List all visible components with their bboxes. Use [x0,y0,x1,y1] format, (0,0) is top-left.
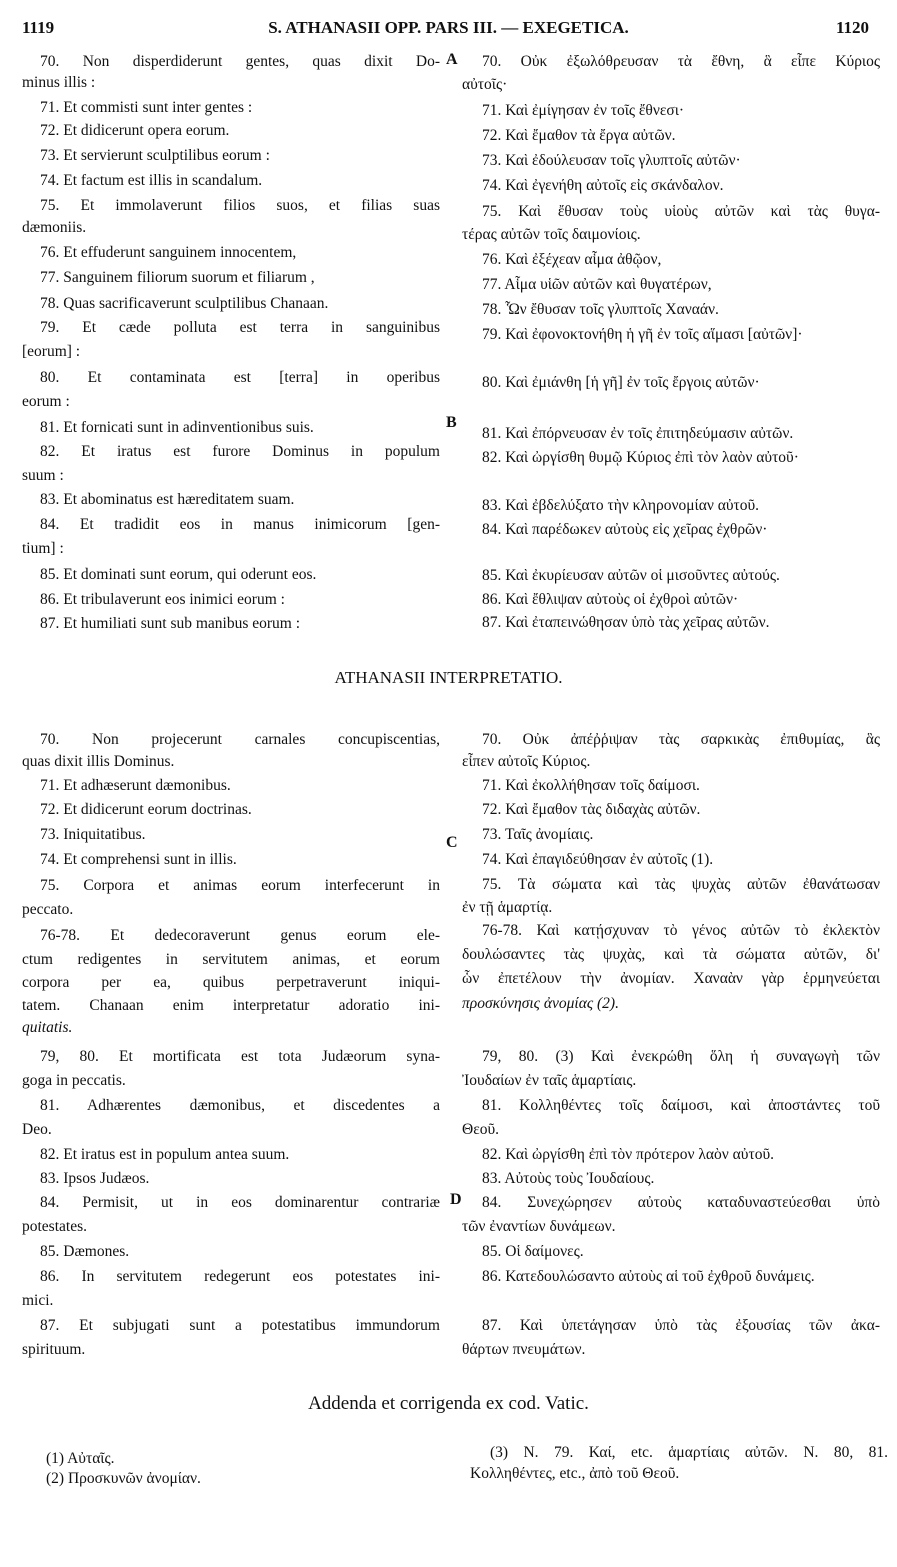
text-line: 71. Et commisti sunt inter gentes : [40,99,253,116]
text-line: suum : [22,467,64,484]
text-line: 75. Corpora et animas eorum interfecerunt in [40,877,440,894]
text-line: mici. [22,1292,54,1309]
text-line: 73. Ταῖς ἀνομίαις. [482,826,594,843]
text-line: 74. Καὶ ἐγενήθη αὐτοῖς εἰς σκάνδαλον. [482,177,724,194]
column-marker-a: A [446,51,458,68]
text-line: tium] : [22,540,64,557]
text-line: 75. Τὰ σώματα καὶ τὰς ψυχὰς αὐτῶν ἐθανάτωσαν [482,876,880,893]
text-line: 73. Et servierunt sculptilibus eorum : [40,147,270,164]
text-line: 79. Et cæde polluta est terra in sanguinibus [40,319,440,336]
footnote: (3) N. 79. Καί, etc. ἁμαρτίαις αὐτῶν. N. 80, 81. [490,1444,888,1461]
text-line: 70. Οὐκ ἀπέῤῥιψαν τὰς σαρκικὰς ἐπιθυμίας, ἃς [482,731,880,748]
text-line: 87. Et subjugati sunt a potestatibus immundorum [40,1317,440,1334]
text-line: spirituum. [22,1341,86,1358]
text-line: 84. Et tradidit eos in manus inimicorum [gen- [40,516,440,533]
text-line: 71. Καὶ ἐκολλήθησαν τοῖς δαίμοσι. [482,777,700,794]
text-line: 87. Et humiliati sunt sub manibus eorum : [40,615,301,632]
text-line: ἐν τῇ ἁμαρτίᾳ. [462,899,553,916]
text-line: 85. Οἱ δαίμονες. [482,1243,584,1260]
text-line: 77. Αἷμα υἱῶν αὐτῶν καὶ θυγατέρων, [482,276,712,293]
text-line: eorum : [22,393,70,410]
text-line: 72. Et didicerunt eorum doctrinas. [40,801,252,818]
text-line: προσκύνησις ἀνομίας (2). [462,995,619,1012]
text-line: 73. Καὶ ἐδούλευσαν τοῖς γλυπτοῖς αὐτῶν· [482,152,741,169]
text-line: dæmoniis. [22,219,87,236]
text-line: 76-78. Καὶ κατῄσχυναν τὸ γένος αὐτῶν τὸ ἐκλεκτὸν [482,922,880,939]
text-line: 86. In servitutem redegerunt eos potestates ini- [40,1268,440,1285]
text-line: 77. Sanguinem filiorum suorum et filiarum , [40,269,315,286]
text-line: τέρας αὐτῶν τοῖς δαιμονίοις. [462,226,641,243]
text-line: potestates. [22,1218,87,1235]
text-line: 87. Καὶ ἐταπεινώθησαν ὑπὸ τὰς χεῖρας αὐτῶν. [482,614,770,631]
text-line: 85. Dæmones. [40,1243,130,1260]
text-line: 84. Permisit, ut in eos dominarentur contrariæ [40,1194,440,1211]
text-line: 70. Οὐκ ἐξωλόθρευσαν τὰ ἔθνη, ἃ εἶπε Κύριος [482,53,880,70]
text-line: corpora per ea, quibus perpetraverunt iniqui- [22,974,440,991]
interpretatio-heading: ATHANASII INTERPRETATIO. [334,668,563,687]
column-marker-b: B [446,414,457,431]
text-line: 81. Κολληθέντες τοῖς δαίμοσι, καὶ ἀποστάντες τοῦ [482,1097,880,1114]
text-line: 82. Et iratus est in populum antea suum. [40,1146,290,1163]
text-line: 76. Et effuderunt sanguinem innocentem, [40,244,297,261]
text-line: [eorum] : [22,343,81,360]
text-line: 74. Et comprehensi sunt in illis. [40,851,237,868]
text-line: 79, 80. Et mortificata est tota Judæorum syna- [40,1048,440,1065]
text-line: 78. Quas sacrificaverunt sculptilibus Chanaan. [40,295,329,312]
running-title: S. ATHANASII OPP. PARS III. — EXEGETICA. [268,18,629,37]
text-line: αὐτοῖς· [462,76,508,93]
text-line: 71. Et adhæserunt dæmonibus. [40,777,231,794]
text-line: 80. Et contaminata est [terra] in operibus [40,369,440,386]
text-line: 72. Καὶ ἔμαθον τὰ ἔργα αὐτῶν. [482,127,676,144]
page-number-right: 1120 [836,18,870,37]
text-line: 86. Καὶ ἔθλιψαν αὐτοὺς οἱ ἐχθροὶ αὐτῶν· [482,591,739,608]
text-line: εἶπεν αὐτοῖς Κύριος. [462,753,591,770]
text-line: Ἰουδαίων ἐν ταῖς ἁμαρτίαις. [462,1072,637,1089]
text-line: 79. Καὶ ἐφονοκτονήθη ἡ γῆ ἐν τοῖς αἵμασι [αὐτῶν]· [482,326,803,343]
text-line: quas dixit illis Dominus. [22,753,175,770]
column-marker-c: C [446,834,458,851]
text-line: 82. Καὶ ὠργίσθη θυμῷ Κύριος ἐπὶ τὸν λαὸν αὐτοῦ· [482,449,799,466]
text-line: 75. Καὶ ἔθυσαν τοὺς υἱοὺς αὐτῶν καὶ τὰς θυγα- [482,203,880,220]
text-line: 83. Καὶ ἐβδελύξατο τὴν κληρονομίαν αὐτοῦ. [482,497,760,514]
text-line: 84. Συνεχώρησεν αὐτοὺς καταδυναστεύεσθαι ὑπὸ [482,1194,880,1211]
text-line: 85. Et dominati sunt eorum, qui oderunt eos. [40,566,317,583]
text-line: 78. Ὧν ἔθυσαν τοῖς γλυπτοῖς Χαναάν. [482,301,719,318]
text-line: peccato. [22,901,74,918]
text-line: 70. Non disperdiderunt gentes, quas dixit Do- [40,53,440,70]
text-line: 83. Αὐτοὺς τοὺς Ἰουδαίους. [482,1170,655,1187]
text-line: tatem. Chanaan enim interpretatur adoratio ini- [22,997,440,1014]
text-line: 87. Καὶ ὑπετάγησαν ὑπὸ τὰς ἐξουσίας τῶν ἀκα- [482,1317,880,1334]
text-line: 85. Καὶ ἐκυρίευσαν αὐτῶν οἱ μισοῦντες αὐτούς. [482,567,780,584]
text-line: 83. Et abominatus est hæreditatem suam. [40,491,295,508]
text-line: 72. Et didicerunt opera eorum. [40,122,230,139]
text-line: τῶν ἐναντίων δυνάμεων. [462,1218,616,1235]
text-line: ὧν ἐπετέλουν τὴν ἀνομίαν. Χαναὰν γὰρ ἑρμηνεύεται [462,970,880,987]
page-number-left: 1119 [22,18,55,37]
text-line: 74. Et factum est illis in scandalum. [40,172,263,189]
text-line: ctum redigentes in servitutem animas, et eorum [22,951,440,968]
text-line: Deo. [22,1121,52,1138]
text-line: 70. Non projecerunt carnales concupiscentias, [40,731,440,748]
text-line: 79, 80. (3) Καὶ ἐνεκρώθη ὅλη ἡ συναγωγὴ τῶν [482,1048,880,1065]
text-line: Θεοῦ. [462,1121,500,1138]
text-line: 82. Et iratus est furore Dominus in populum [40,443,440,460]
footnote: (2) Προσκυνῶν ἀνομίαν. [46,1470,201,1487]
text-line: 74. Καὶ ἐπαγιδεύθησαν ἐν αὐτοῖς (1). [482,851,714,868]
text-line: 81. Καὶ ἐπόρνευσαν ἐν τοῖς ἐπιτηδεύμασιν αὐτῶν. [482,425,794,442]
text-line: δουλώσαντες τὰς ψυχὰς, καὶ τὰ σώματα αὐτῶν, δι' [462,946,880,963]
text-line: 84. Καὶ παρέδωκεν αὐτοὺς εἰς χεῖρας ἐχθρῶν· [482,521,768,538]
text-line: 83. Ipsos Judæos. [40,1170,150,1187]
text-line: 81. Et fornicati sunt in adinventionibus suis. [40,419,314,436]
text-line: goga in peccatis. [22,1072,126,1089]
text-line: minus illis : [22,74,96,91]
column-marker-d: D [450,1191,462,1208]
text-line: quitatis. [22,1019,73,1036]
text-line: 75. Et immolaverunt filios suos, et filias suas [40,197,440,214]
addenda-heading: Addenda et corrigenda ex cod. Vatic. [308,1393,589,1414]
text-line: 82. Καὶ ὠργίσθη ἐπὶ τὸν πρότερον λαὸν αὐτοῦ. [482,1146,775,1163]
text-line: 76-78. Et dedecoraverunt genus eorum ele- [40,927,440,944]
text-line: 86. Et tribulaverunt eos inimici eorum : [40,591,285,608]
text-line: θάρτων πνευμάτων. [462,1341,586,1358]
text-line: 73. Iniquitatibus. [40,826,146,843]
footnote: Κολληθέντες, etc., ἀπὸ τοῦ Θεοῦ. [470,1465,680,1482]
text-line: 71. Καὶ ἐμίγησαν ἐν τοῖς ἔθνεσι· [482,102,685,119]
text-line: 80. Καὶ ἐμιάνθη [ἡ γῆ] ἐν τοῖς ἔργοις αὐτῶν· [482,374,760,391]
footnote: (1) Αὐταῖς. [46,1450,115,1467]
text-line: 76. Καὶ ἐξέχεαν αἷμα ἀθῷον, [482,251,662,268]
text-line: 86. Κατεδουλώσαντο αὐτοὺς αἱ τοῦ ἐχθροῦ δυνάμεις. [482,1268,815,1285]
text-line: 81. Adhærentes dæmonibus, et discedentes a [40,1097,440,1114]
text-line: 72. Καὶ ἔμαθον τὰς διδαχὰς αὐτῶν. [482,801,701,818]
